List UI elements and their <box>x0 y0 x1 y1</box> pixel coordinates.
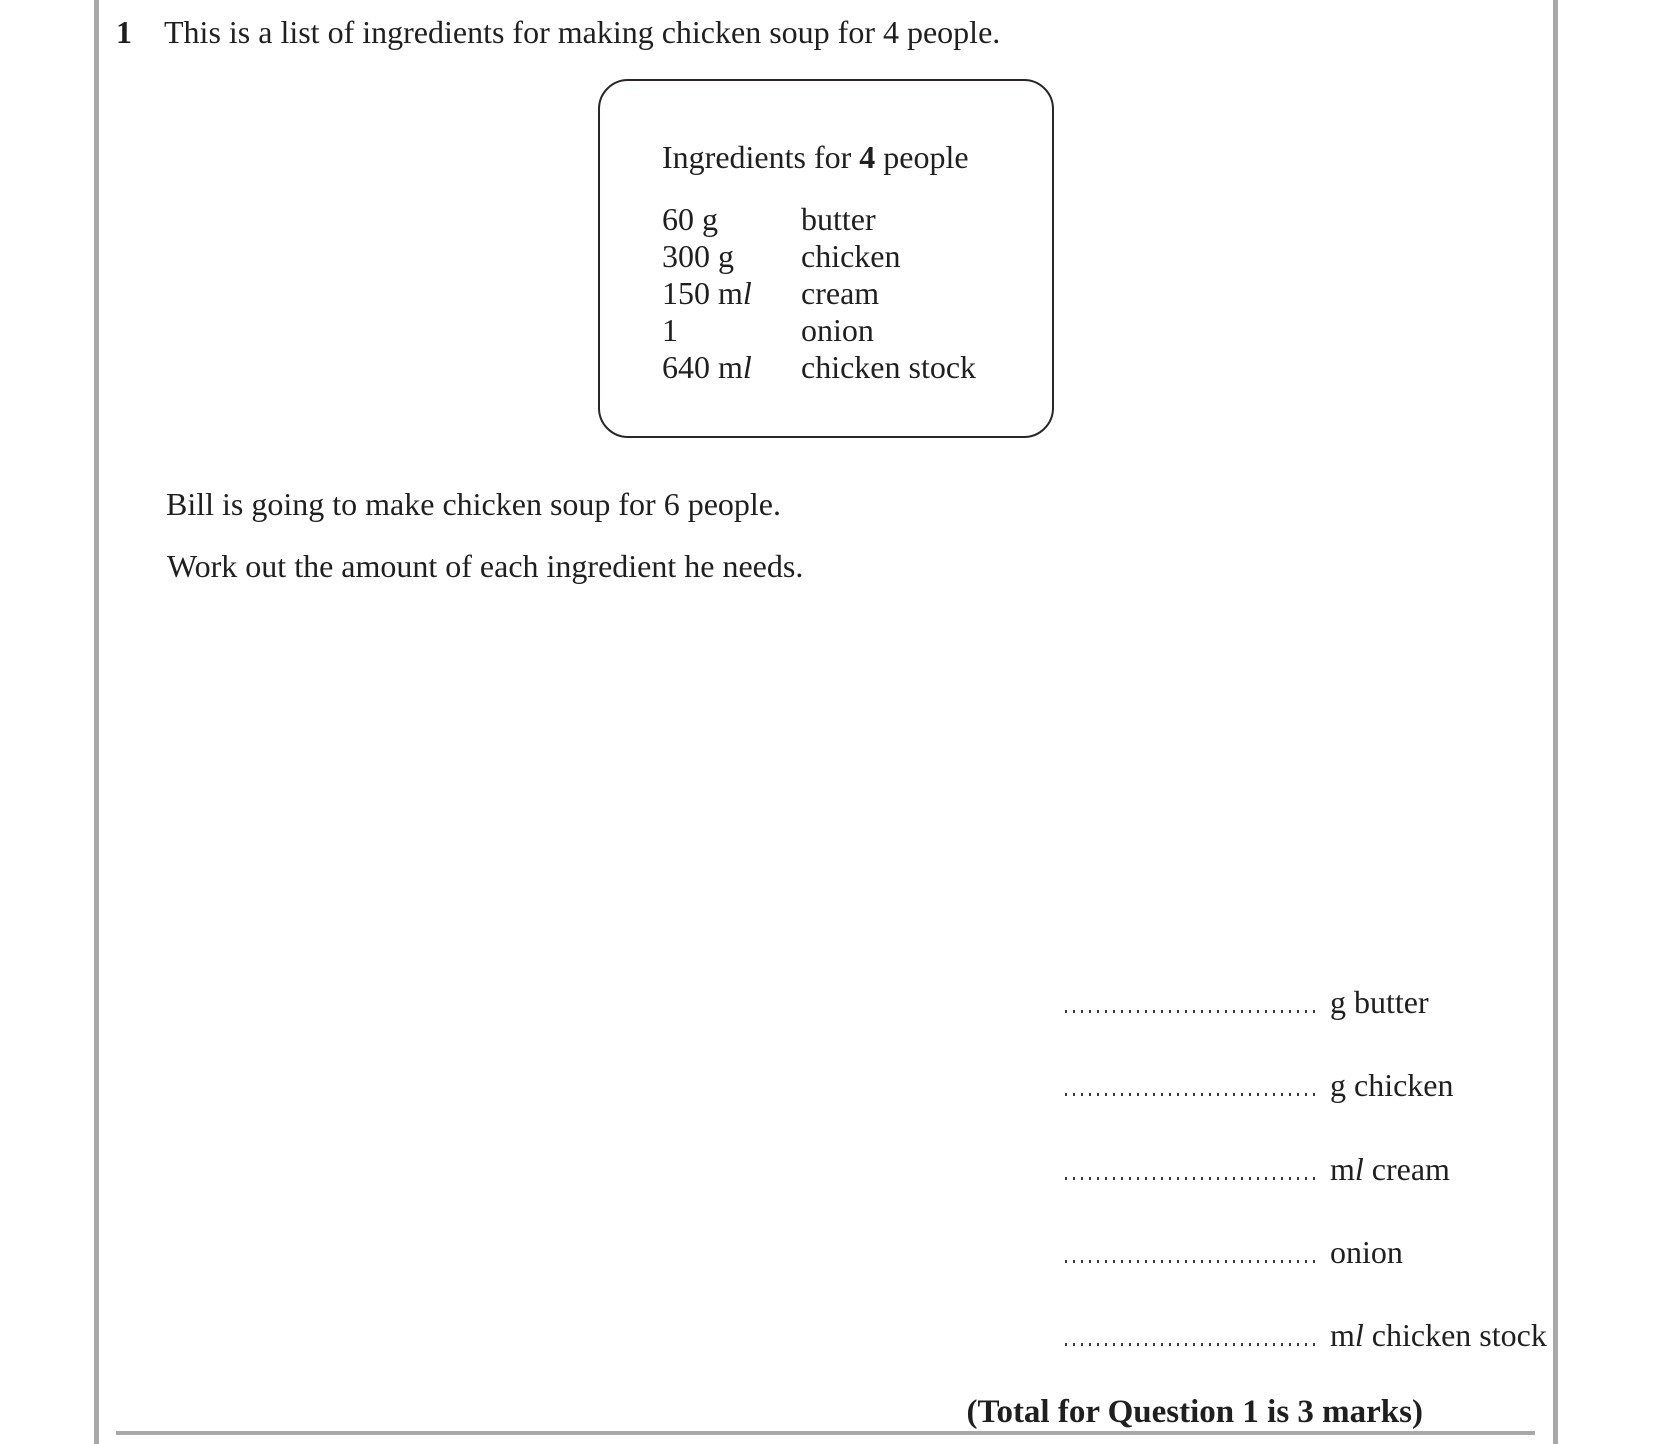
answer-blank[interactable] <box>1065 1260 1315 1263</box>
answer-line-chicken-stock <box>1065 1314 1585 1358</box>
ingredient-qty-value: 60 g <box>662 201 718 237</box>
ingredient-row <box>662 201 976 238</box>
left-margin-rule <box>94 0 99 1444</box>
answer-ingredient-name: chicken stock <box>1363 1317 1547 1353</box>
ingredients-box <box>598 79 1054 438</box>
ingredient-qty-value: 150 m <box>662 275 743 311</box>
answer-line-chicken <box>1065 1064 1585 1108</box>
answer-unit: m <box>1330 1317 1355 1353</box>
answer-line-butter <box>1065 981 1585 1025</box>
answer-blank[interactable] <box>1065 1343 1315 1346</box>
answer-ingredient-name: cream <box>1363 1151 1450 1187</box>
answer-blank[interactable] <box>1065 1093 1315 1096</box>
ingredient-qty-unit-l: l <box>742 349 752 385</box>
answer-unit: g <box>1330 984 1346 1020</box>
answer-unit: m <box>1330 1151 1355 1187</box>
ingredient-qty <box>662 275 801 312</box>
answer-blank[interactable] <box>1065 1177 1315 1180</box>
ingredient-qty <box>662 312 801 349</box>
ingredients-box-title <box>662 138 969 176</box>
ingredient-name: cream <box>801 275 880 311</box>
answer-unit-label <box>1330 1148 1450 1190</box>
ingredient-row <box>662 275 976 312</box>
answer-unit-label <box>1330 1231 1403 1273</box>
answer-line-onion <box>1065 1231 1585 1275</box>
answer-unit-l: l <box>1354 1151 1364 1187</box>
answer-unit-label <box>1330 981 1429 1023</box>
ingredient-name: onion <box>801 312 874 348</box>
ingredient-qty-unit-l: l <box>742 275 752 311</box>
ingredient-name: chicken <box>801 238 901 274</box>
question-instruction: Work out the amount of each ingredient he needs. <box>167 548 804 584</box>
ingredient-qty-value: 1 <box>662 312 678 348</box>
ingredient-name: chicken stock <box>801 349 977 385</box>
ingredient-name: butter <box>801 201 876 237</box>
ingredients-list <box>662 201 976 386</box>
answer-ingredient-name: butter <box>1346 984 1429 1020</box>
answer-ingredient-name: onion <box>1330 1234 1403 1270</box>
ingredient-qty-value: 300 g <box>662 238 734 274</box>
ingredient-qty <box>662 349 801 386</box>
question-number: 1 <box>116 14 132 50</box>
ingredients-title-people-count: 4 <box>859 139 876 175</box>
ingredient-qty-value: 640 m <box>662 349 743 385</box>
question-statement: Bill is going to make chicken soup for 6 people. <box>166 486 781 522</box>
answer-ingredient-name: chicken <box>1346 1067 1454 1103</box>
ingredient-qty <box>662 201 801 238</box>
answer-unit-label <box>1330 1064 1454 1106</box>
question-intro-text: This is a list of ingredients for making chicken soup for 4 people. <box>164 14 1001 50</box>
ingredient-qty <box>662 238 801 275</box>
ingredient-row <box>662 238 976 275</box>
answer-unit-l: l <box>1354 1317 1364 1353</box>
answer-line-cream <box>1065 1148 1585 1192</box>
answer-unit: g <box>1330 1067 1346 1103</box>
total-marks-label: (Total for Question 1 is 3 marks) <box>966 1394 1423 1430</box>
answer-blank[interactable] <box>1065 1010 1315 1013</box>
answer-unit-label <box>1330 1314 1547 1356</box>
ingredients-title-suffix: people <box>875 139 969 175</box>
ingredient-row <box>662 312 976 349</box>
ingredient-row <box>662 349 976 386</box>
ingredients-title-prefix: Ingredients for <box>662 139 860 175</box>
right-margin-rule <box>1553 0 1558 1444</box>
